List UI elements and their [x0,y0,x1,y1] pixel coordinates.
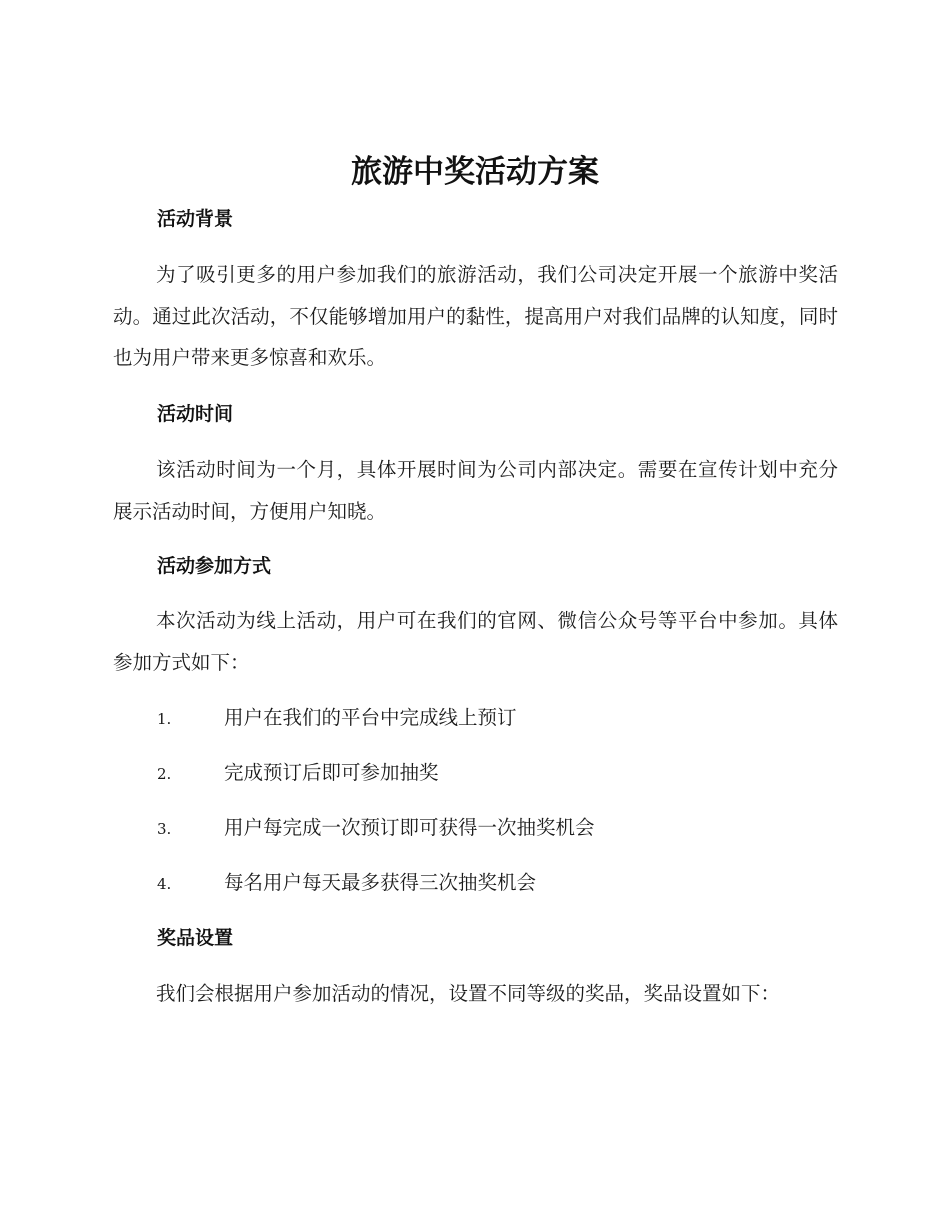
section-heading-prizes: 奖品设置 [157,927,234,949]
list-item-text: 完成预订后即可参加抽奖 [224,761,439,784]
list-item-text: 用户每完成一次预订即可获得一次抽奖机会 [224,816,595,839]
section-heading-time: 活动时间 [157,403,234,425]
list-item-number: 1. [157,710,172,728]
list-item-number: 4. [157,875,172,893]
list-item-text: 用户在我们的平台中完成线上预订 [224,706,517,729]
list-item [157,869,536,898]
section-paragraph-time: 该活动时间为一个月，具体开展时间为公司内部决定。需要在宣传计划中充分展示活动时间，方便用户知晓。 [113,458,838,523]
list-item-number: 3. [157,820,172,838]
list-item [157,814,595,843]
section-paragraph-prizes: 我们会根据用户参加活动的情况，设置不同等级的奖品，奖品设置如下： [156,982,781,1005]
document-title: 旅游中奖活动方案 [351,154,599,190]
section-paragraph-participation: 本次活动为线上活动，用户可在我们的官网、微信公众号等平台中参加。具体参加方式如下： [113,609,838,674]
section-paragraph-background: 为了吸引更多的用户参加我们的旅游活动，我们公司决定开展一个旅游中奖活动。通过此次活动，不仅能够增加用户的黏性，提高用户对我们品牌的认知度，同时也为用户带来更多惊喜和欢乐。 [113,263,838,369]
list-item-text: 每名用户每天最多获得三次抽奖机会 [224,871,537,894]
list-item [157,759,439,788]
list-item [157,704,517,733]
section-heading-participation: 活动参加方式 [157,555,272,577]
list-item-number: 2. [157,765,172,783]
section-heading-background: 活动背景 [157,208,234,230]
